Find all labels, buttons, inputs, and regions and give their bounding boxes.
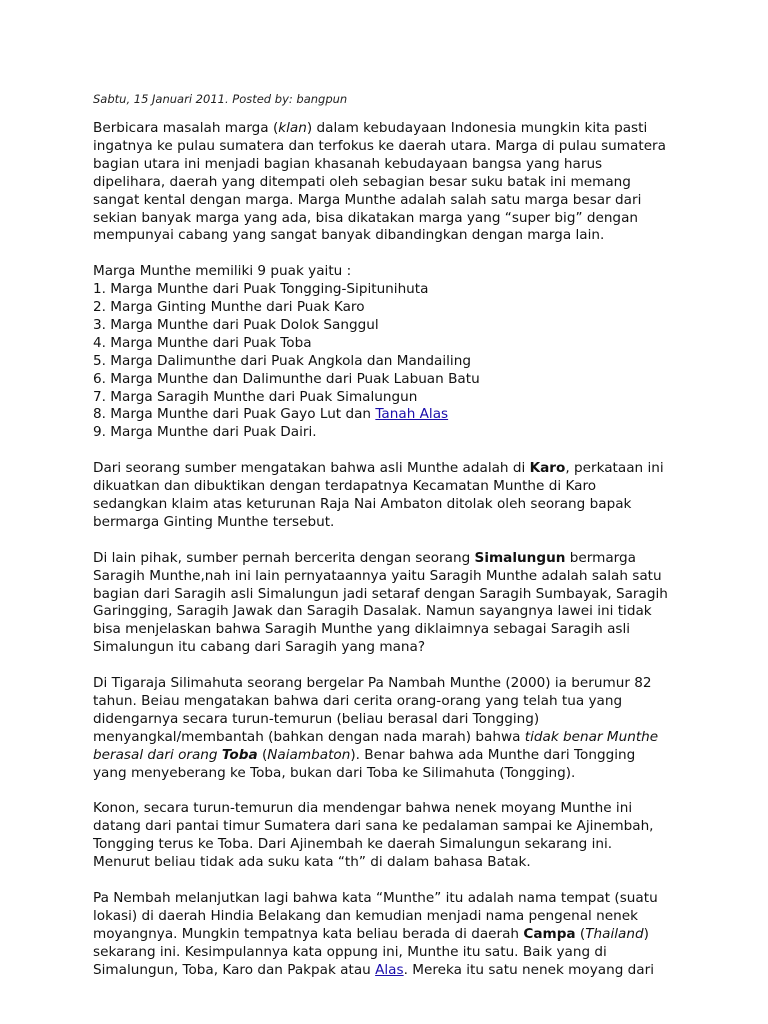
list-item: 4. Marga Munthe dari Puak Toba: [93, 334, 312, 351]
paragraph-simalungun: [93, 550, 693, 657]
paragraph-pa-nembah: [93, 890, 693, 980]
text-line: sangat kental dengan marga. Marga Munthe adalah salah satu marga besar dari: [93, 191, 642, 208]
article-body: [93, 120, 693, 997]
paragraph-tigaraja: [93, 675, 693, 782]
emphasis-naiambaton: Naiambaton: [267, 746, 351, 763]
paragraph-karo: [93, 460, 693, 532]
text-line: Berbicara masalah marga (klan) dalam kebudayaan Indonesia mungkin kita pasti: [93, 120, 648, 136]
emphasis-klan: klan: [278, 120, 307, 136]
text-line: sekarang ini. Kesimpulannya kata oppung ini, Munthe itu satu. Baik yang di: [93, 943, 607, 960]
list-item: 7. Marga Saragih Munthe dari Puak Simalungun: [93, 388, 418, 405]
list-item: 5. Marga Dalimunthe dari Puak Angkola dan Mandailing: [93, 352, 471, 369]
list-item: 8. Marga Munthe dari Puak Gayo Lut dan Tanah Alas: [93, 406, 449, 423]
text-line: didengarnya secara turun-temurun (beliau berasal dari Tongging): [93, 710, 540, 727]
paragraph-konon: [93, 800, 693, 872]
bold-campa: Campa: [523, 925, 576, 942]
text-line: Tongging terus ke Toba. Dari Ajinembah ke daerah Simalungun sekarang ini.: [93, 836, 613, 853]
link-tanah-alas[interactable]: Tanah Alas: [375, 406, 449, 423]
text-line: sedangkan klaim atas keturunan Raja Nai Ambaton ditolak oleh seorang bapak: [93, 496, 632, 512]
text-line: bagian utara ini menjadi bagian khasanah kebudayaan bangsa yang harus: [93, 155, 603, 172]
text-line: bagian dari Saragih asli Simalungun jadi setaraf dengan Saragih Sumbayak, Saragih: [93, 585, 668, 602]
text-line: Konon, secara turun-temurun dia mendengar bahwa nenek moyang Munthe ini: [93, 800, 633, 817]
post-meta: Sabtu, 15 Januari 2011. Posted by: bangpun: [93, 92, 348, 106]
text-line: Simalungun itu cabang dari Saragih yang mana?: [93, 639, 426, 656]
text-line: dikuatkan dan dibuktikan dengan terdapatnya Kecamatan Munthe di Karo: [93, 478, 597, 495]
text-line: lokasi) di daerah Hindia Belakang dan kemudian menjadi nama pengenal nenek: [93, 907, 638, 924]
list-item: 2. Marga Ginting Munthe dari Puak Karo: [93, 299, 365, 316]
list-item: 9. Marga Munthe dari Puak Dairi.: [93, 424, 317, 441]
text-line: mempunyai cabang yang sangat banyak dibandingkan dengan marga lain.: [93, 227, 605, 244]
text-line: ingatnya ke pulau sumatera dan terfokus ke daerah utara. Marga di pulau sumatera: [93, 137, 666, 154]
text-line: menyangkal/membantah (bahkan dengan nada marah) bahwa tidak benar Munthe: [93, 728, 659, 745]
text-line: berasal dari orang Toba (Naiambaton). Benar bahwa ada Munthe dari Tongging: [93, 746, 636, 763]
text-line: Saragih Munthe,nah ini lain pernyataannya yaitu Saragih Munthe adalah salah satu: [93, 567, 662, 584]
text-line: bisa menjelaskan bahwa Saragih Munthe yang diklaimnya sebagai Saragih asli: [93, 621, 631, 638]
bold-simalungun: Simalungun: [474, 549, 566, 566]
text-line: tahun. Beiau mengatakan bahwa dari cerita orang-orang yang telah tua yang: [93, 692, 623, 709]
text-line: bermarga Ginting Munthe tersebut.: [93, 513, 335, 530]
emphasis-thailand: Thailand: [585, 925, 644, 942]
text-line: yang menyeberang ke Toba, bukan dari Toba ke Silimahuta (Tongging).: [93, 764, 576, 781]
list-intro: Marga Munthe memiliki 9 puak yaitu :: [93, 263, 352, 280]
text-line: Garingging, Saragih Jawak dan Saragih Dasalak. Namun sayangnya lawei ini tidak: [93, 603, 652, 620]
text-line: sekian banyak marga yang ada, bisa dikatakan marga yang “super big” dengan: [93, 209, 639, 226]
list-item: 3. Marga Munthe dari Puak Dolok Sanggul: [93, 316, 379, 333]
list-item: 6. Marga Munthe dan Dalimunthe dari Puak Labuan Batu: [93, 370, 480, 387]
emphasis-quote: tidak benar Munthe: [524, 728, 659, 745]
bold-toba: Toba: [221, 746, 258, 763]
paragraph-intro: [93, 120, 693, 245]
puak-list: [93, 263, 693, 442]
bold-karo: Karo: [529, 460, 566, 477]
list-item: 1. Marga Munthe dari Puak Tongging-Sipitunihuta: [93, 281, 429, 298]
text-line: Menurut beliau tidak ada suku kata “th” di dalam bahasa Batak.: [93, 854, 531, 871]
text-line: Pa Nembah melanjutkan lagi bahwa kata “Munthe” itu adalah nama tempat (suatu: [93, 889, 658, 906]
text-line: Dari seorang sumber mengatakan bahwa asli Munthe adalah di Karo, perkataan ini: [93, 460, 664, 477]
text-line: moyangnya. Mungkin tempatnya kata beliau berada di daerah Campa (Thailand): [93, 925, 649, 942]
text-line: datang dari pantai timur Sumatera dari sana ke pedalaman sampai ke Ajinembah,: [93, 818, 654, 835]
text-line: Simalungun, Toba, Karo dan Pakpak atau Alas. Mereka itu satu nenek moyang dari: [93, 961, 654, 978]
text-line: Di lain pihak, sumber pernah bercerita dengan seorang Simalungun bermarga: [93, 549, 636, 566]
link-alas[interactable]: Alas: [375, 961, 404, 978]
text-line: Di Tigaraja Silimahuta seorang bergelar Pa Nambah Munthe (2000) ia berumur 82: [93, 675, 652, 692]
text-line: dipelihara, daerah yang ditempati oleh sebagian besar suku batak ini memang: [93, 173, 631, 190]
